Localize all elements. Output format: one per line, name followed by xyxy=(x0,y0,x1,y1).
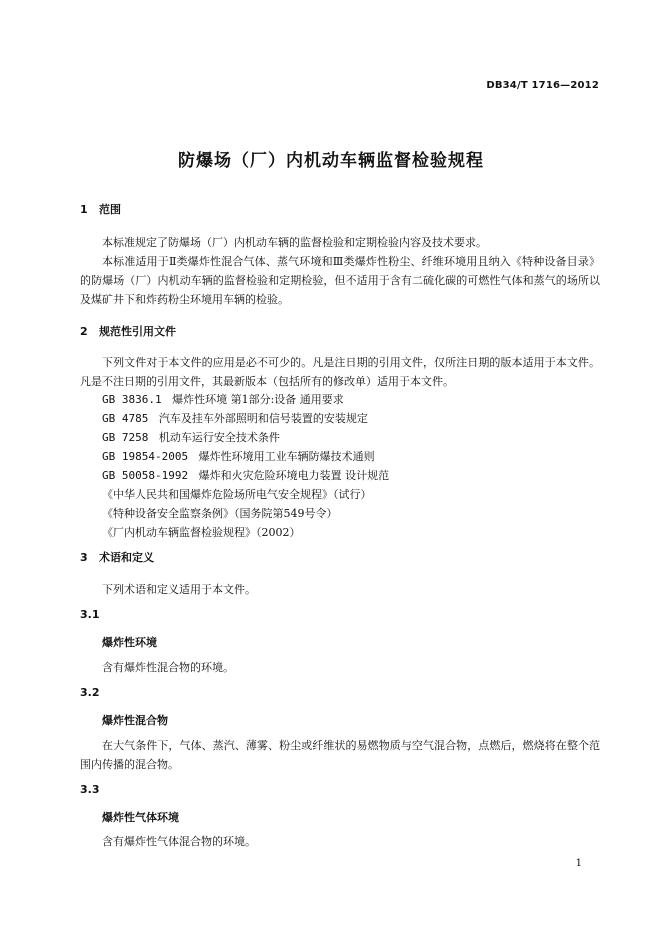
term-definition: 含有爆炸性气体混合物的环境。 xyxy=(102,835,256,848)
regulation-item: 《厂内机动车辆监督检验规程》（2002） xyxy=(102,526,301,539)
reference-item xyxy=(102,448,375,464)
term-name: 爆炸性环境 xyxy=(102,636,157,649)
term-name: 爆炸性气体环境 xyxy=(102,811,179,824)
reference-title: 爆炸性环境用工业车辆防爆技术通则 xyxy=(198,450,375,463)
reference-title: 爆炸性环境 第1部分:设备 通用要求 xyxy=(172,393,344,406)
section-title: 规范性引用文件 xyxy=(99,325,176,338)
scope-paragraph-2: 本标准适用于Ⅱ类爆炸性混合气体、蒸气环境和Ⅲ类爆炸性粉尘、纤维环境用且纳入《特种设备目录》的防爆场（厂）内机动车辆的监督检验和定期检验，但不适用于含有二硫化碳的可燃性气体和蒸气的场所以及煤矿井下和炸药粉尘环境用车辆的检验。 xyxy=(80,255,600,306)
references-intro: 下列文件对于本文件的应用是必不可少的。凡是注日期的引用文件，仅所注日期的版本适用于本文件。凡是不注日期的引用文件，其最新版本（包括所有的修改单）适用于本文件。 xyxy=(80,356,600,388)
reference-title: 爆炸和火灾危险环境电力装置 设计规范 xyxy=(198,469,390,482)
term-definition: 在大气条件下，气体、蒸汽、薄雾、粉尘或纤维状的易燃物质与空气混合物，点燃后，燃烧将在整个范围内传播的混合物。 xyxy=(80,739,600,771)
section-title: 范围 xyxy=(99,203,121,216)
document-title: 防爆场（厂）内机动车辆监督检验规程 xyxy=(178,151,484,171)
regulation-item: 《特种设备安全监察条例》（国务院第549号令） xyxy=(102,507,338,520)
section-number: 1 xyxy=(80,203,88,216)
section-number: 2 xyxy=(80,325,88,338)
standard-code: DB34/T 1716—2012 xyxy=(486,80,599,91)
reference-code: GB 50058-1992 xyxy=(102,469,189,482)
reference-title: 汽车及挂车外部照明和信号装置的安装规定 xyxy=(158,412,368,425)
term-number: 3.2 xyxy=(80,686,100,699)
regulation-item: 《中华人民共和国爆炸危险场所电气安全规程》（试行） xyxy=(102,488,372,501)
term-number: 3.1 xyxy=(80,608,100,621)
reference-item xyxy=(102,391,344,407)
section-title: 术语和定义 xyxy=(99,551,154,564)
reference-item xyxy=(102,429,280,445)
section-1-heading xyxy=(80,201,121,217)
page-number: 1 xyxy=(575,858,582,869)
reference-code: GB 19854-2005 xyxy=(102,450,189,463)
scope-paragraph-1: 本标准规定了防爆场（厂）内机动车辆的监督检验和定期检验内容及技术要求。 xyxy=(102,236,487,249)
term-number: 3.3 xyxy=(80,783,100,796)
reference-item xyxy=(102,410,368,426)
section-3-heading xyxy=(80,549,154,565)
section-2-heading xyxy=(80,323,176,339)
term-name: 爆炸性混合物 xyxy=(102,714,168,727)
reference-item xyxy=(102,467,389,483)
reference-code: GB 4785 xyxy=(102,412,149,425)
term-definition: 含有爆炸性混合物的环境。 xyxy=(102,661,234,674)
reference-code: GB 3836.1 xyxy=(102,393,162,406)
terms-intro: 下列术语和定义适用于本文件。 xyxy=(102,583,256,596)
section-number: 3 xyxy=(80,551,88,564)
reference-code: GB 7258 xyxy=(102,431,149,444)
reference-title: 机动车运行安全技术条件 xyxy=(158,431,280,444)
